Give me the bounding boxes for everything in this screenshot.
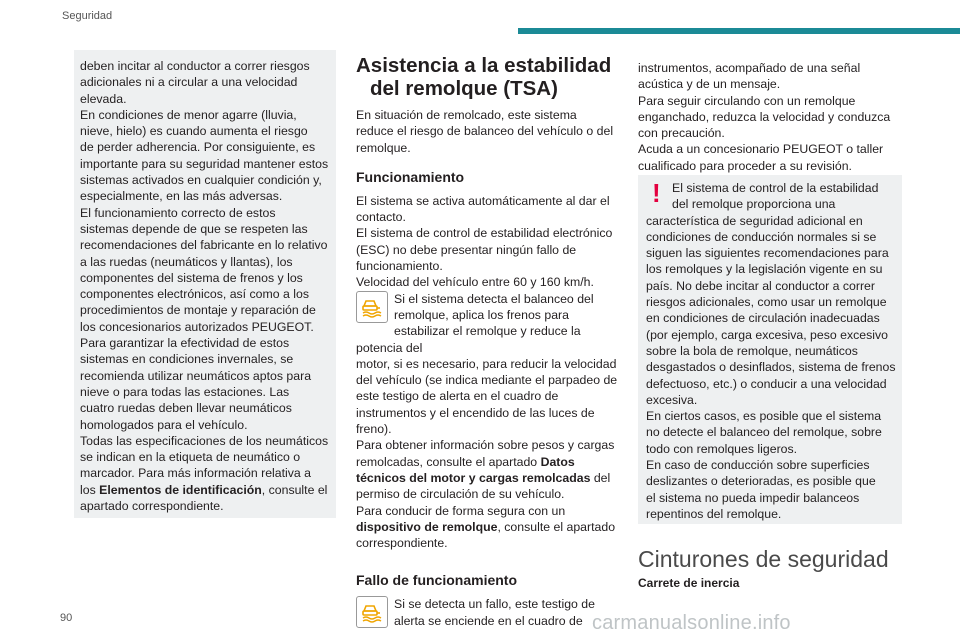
- text-line: correspondiente.: [356, 536, 448, 551]
- text-line: condiciones de conducción normales si se: [646, 229, 877, 244]
- text-line: el sistema no pueda impedir balanceos: [646, 490, 860, 505]
- section-heading-cinturones: Cinturones de seguridad: [638, 546, 889, 572]
- text-line: Si se detecta un fallo, este testigo de: [394, 597, 595, 612]
- text-line: excesiva.: [646, 392, 698, 407]
- subheading-funcionamiento: Funcionamiento: [356, 168, 465, 185]
- text-line: enganchado, reduzca la velocidad y conduzca: [638, 109, 891, 124]
- text-span: remolcadas, consulte el apartado: [356, 454, 541, 469]
- text-line: reduce el riesgo de balanceo del vehículo o del: [356, 124, 614, 139]
- column-left: [80, 58, 332, 514]
- text-line: (por ejemplo, carga excesiva, peso excesivo: [646, 327, 888, 342]
- reference-bold: dispositivo de remolque: [356, 519, 498, 534]
- header-accent-bar: [518, 28, 960, 34]
- text-line: este testigo de alerta en el cuadro de: [356, 389, 559, 404]
- text-line: cualificado para proceder a su revisión.: [638, 158, 852, 173]
- text-line: componentes del sistema de frenos y los: [80, 270, 303, 285]
- subheading-carrete: Carrete de inercia: [638, 576, 740, 590]
- text-span: , consulte el apartado: [497, 519, 616, 534]
- heading-line: Asistencia a la estabilidad: [356, 54, 612, 77]
- text-line: nieve o para todas las estaciones. Las: [80, 384, 290, 399]
- text-line-with-reference: [80, 482, 332, 498]
- text-line: con precaución.: [638, 126, 725, 141]
- text-line: homologados para el vehículo.: [80, 417, 248, 432]
- page-number: 90: [60, 612, 73, 624]
- text-line: sobre la bola de remolque, neumáticos: [646, 343, 858, 358]
- text-line: país. No debe incitar al conductor a correr: [646, 278, 875, 293]
- heading-line: del remolque (TSA): [370, 77, 558, 100]
- text-line: funcionamiento.: [356, 259, 443, 274]
- text-line: defectuoso, etc.) o conducir a una velocidad: [646, 376, 887, 391]
- text-line: apartado correspondiente.: [80, 499, 224, 514]
- warning-box-text: [646, 180, 896, 522]
- text-line: siguen las siguientes recomendaciones para: [646, 246, 889, 261]
- text-line: cuatro ruedas deben llevar neumáticos: [80, 401, 292, 416]
- text-line: instrumentos y el encendido de las luces de: [356, 405, 595, 420]
- warning-lamp-paragraph: [356, 596, 618, 629]
- text-line: marcador. Para más información relativa a: [80, 466, 312, 481]
- text-line: remolque, aplica los frenos para: [394, 307, 569, 322]
- trailer-stability-warning-icon: [356, 291, 388, 323]
- text-line: procedimientos de montaje y reparación de: [80, 303, 316, 318]
- text-span: , consulte el: [261, 482, 328, 497]
- text-line: de perder adherencia. Por consiguiente, es: [80, 140, 316, 155]
- text-line: desgastados o desinflados, sistema de frenos: [646, 360, 896, 375]
- section-heading-tsa: [356, 54, 618, 100]
- column-middle: [356, 54, 618, 630]
- text-line: freno).: [356, 422, 392, 437]
- text-line: El sistema de control de estabilidad electrónico: [356, 226, 613, 241]
- text-line: sistemas en condiciones invernales, se: [80, 352, 294, 367]
- text-line: Todas las especificaciones de los neumáticos: [80, 433, 329, 448]
- reference-identification: Elementos de identificación: [99, 482, 262, 497]
- text-line: acústica y de un mensaje.: [638, 77, 781, 92]
- text-line: recomienda utilizar neumáticos aptos para: [80, 368, 312, 383]
- text-line: remolque.: [356, 140, 411, 155]
- text-line: Para garantizar la efectividad de estos: [80, 336, 290, 351]
- text-line: recomendaciones del fabricante en lo relativo: [80, 238, 328, 253]
- text-line: El sistema de control de la estabilidad: [672, 181, 879, 195]
- text-line: Acuda a un concesionario PEUGEOT o taller: [638, 142, 884, 157]
- text-line: a las ruedas (neumáticos y llantas), los: [80, 254, 293, 269]
- text-line: Para obtener información sobre pesos y cargas: [356, 438, 615, 453]
- warning-lamp-paragraph: [356, 291, 618, 324]
- text-line-with-reference: [356, 454, 618, 470]
- trailer-stability-warning-icon: [356, 596, 388, 628]
- text-line: (ESC) no debe presentar ningún fallo de: [356, 242, 577, 257]
- text-line: Velocidad del vehículo entre 60 y 160 km/h.: [356, 275, 594, 290]
- text-line: sistemas activados en cualquier condición y,: [80, 173, 322, 188]
- text-line: deslizantes o deterioradas, es posible que: [646, 474, 876, 489]
- text-line: estabilizar el remolque y reduce la potencia del: [356, 324, 581, 355]
- text-line: del vehículo (se indica mediante el parpadeo de: [356, 373, 618, 388]
- column-right: [638, 60, 900, 174]
- text-line: elevada.: [80, 91, 127, 106]
- text-line: se indican en la etiqueta de neumático o: [80, 450, 301, 465]
- text-line-with-reference: [356, 470, 618, 486]
- text-line: repentinos del remolque.: [646, 506, 782, 521]
- text-line: alerta se enciende en el cuadro de: [394, 613, 583, 628]
- text-line: permiso de circulación de su vehículo.: [356, 487, 565, 502]
- text-line: en condiciones de circulación inadecuadas: [646, 311, 880, 326]
- text-line: motor, si es necesario, para reducir la velocidad: [356, 356, 617, 371]
- text-line: deben incitar al conductor a correr riesgos: [80, 59, 310, 73]
- text-line: no detecte el balanceo del remolque, sobre: [646, 425, 882, 440]
- header-title: Seguridad: [62, 10, 113, 22]
- text-line: Si el sistema detecta el balanceo del: [394, 291, 594, 306]
- text-line: contacto.: [356, 210, 406, 225]
- text-line: nieve, hielo) es cuando aumenta el riesgo: [80, 124, 308, 139]
- text-line: del remolque proporciona una: [672, 197, 836, 212]
- text-line: En ciertos casos, es posible que el sistema: [646, 409, 882, 424]
- text-line: En caso de conducción sobre superficies: [646, 458, 870, 473]
- text-line: todo con remolques ligeros.: [646, 441, 798, 456]
- text-line: adicionales ni a circular a una velocidad: [80, 75, 298, 90]
- reference-bold: Datos: [540, 454, 575, 469]
- text-line: especialmente, en las más adversas.: [80, 189, 283, 204]
- text-line: los remolques y la legislación vigente en su: [646, 262, 883, 277]
- text-line: importante para su seguridad mantener estos: [80, 156, 329, 171]
- text-line: riesgos adicionales, como usar un remolque: [646, 295, 887, 310]
- subheading-fallo: Fallo de funcionamiento: [356, 572, 518, 589]
- text-line-with-reference: [356, 519, 618, 535]
- text-line: Para seguir circulando con un remolque: [638, 93, 856, 108]
- text-line: Para conducir de forma segura con un: [356, 503, 566, 518]
- text-span: los: [80, 482, 100, 497]
- reference-bold: técnicos del motor y cargas remolcadas: [356, 470, 591, 485]
- text-line: En condiciones de menor agarre (lluvia,: [80, 107, 297, 122]
- text-line: los concesionarios autorizados PEUGEOT.: [80, 319, 314, 334]
- text-line: instrumentos, acompañado de una señal: [638, 61, 861, 75]
- exclamation-warning-icon: !: [652, 178, 661, 208]
- text-line: característica de seguridad adicional en: [646, 213, 863, 228]
- text-line: El sistema se activa automáticamente al dar el: [356, 193, 610, 208]
- text-line: componentes electrónicos, así como a los: [80, 287, 309, 302]
- text-line: El funcionamiento correcto de estos: [80, 205, 276, 220]
- watermark: carmanualsonline.info: [592, 612, 791, 634]
- text-line: En situación de remolcado, este sistema: [356, 108, 577, 122]
- text-line: sistemas depende de que se respeten las: [80, 221, 308, 236]
- text-span: del: [590, 470, 611, 485]
